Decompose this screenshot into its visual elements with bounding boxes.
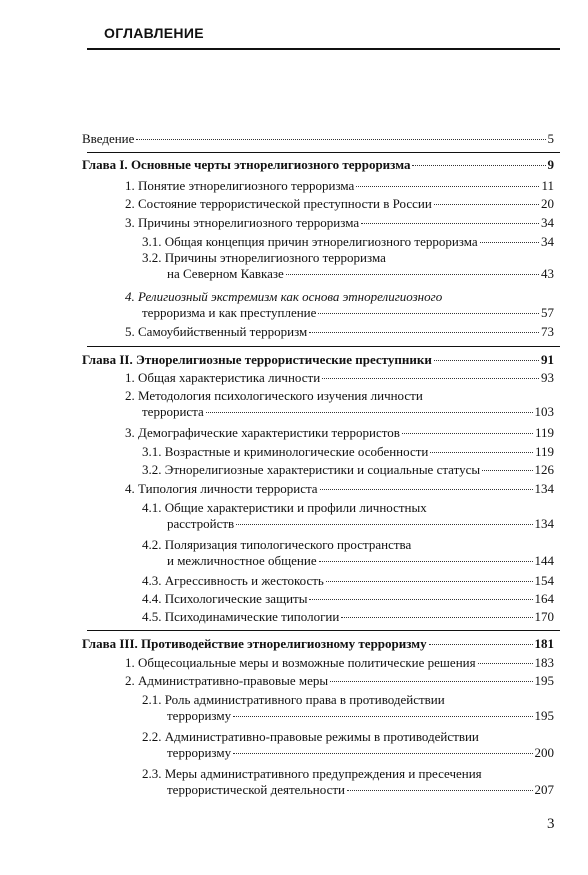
toc-label: Общие характеристики и профили личностных <box>164 500 427 515</box>
toc-entry[interactable] <box>125 388 554 420</box>
toc-label: Возрастные и криминологические особенности <box>164 444 429 459</box>
chapter-number: Глава II. <box>82 352 133 367</box>
leader-dots <box>482 470 532 471</box>
toc-entry[interactable] <box>125 196 554 212</box>
toc-label: Общесоциальные меры и возможные политические решения <box>138 655 476 670</box>
toc-entry[interactable] <box>142 573 554 589</box>
section-number: 2. <box>125 673 135 688</box>
leader-dots <box>347 790 532 791</box>
chapter-divider <box>87 630 560 631</box>
leader-dots <box>356 186 539 187</box>
toc-entry[interactable] <box>142 692 554 724</box>
toc-label: Административно-правовые режимы в противодействии <box>164 729 479 744</box>
toc-label: Типология личности террориста <box>138 481 318 496</box>
toc-label: Поляризация типологического пространства <box>164 537 412 552</box>
toc-entry[interactable] <box>125 215 554 231</box>
toc-page: 57 <box>541 305 554 320</box>
leader-dots <box>434 360 539 361</box>
toc-label: Демографические характеристики террористов <box>138 425 400 440</box>
leader-dots <box>478 663 533 664</box>
toc-label: Этнорелигиозные характеристики и социальные статусы <box>164 462 481 477</box>
leader-dots <box>309 332 539 333</box>
toc-page: 183 <box>534 655 554 670</box>
toc-label: Понятие этнорелигиозного терроризма <box>138 178 355 193</box>
leader-dots <box>341 617 532 618</box>
toc-entry[interactable] <box>125 370 554 386</box>
leader-dots <box>236 524 532 525</box>
toc-page: 164 <box>534 591 554 606</box>
toc-label: Самоубийственный терроризм <box>138 324 308 339</box>
leader-dots <box>412 165 545 166</box>
toc-page: 134 <box>534 516 554 531</box>
toc-page: 195 <box>534 673 554 688</box>
toc-label-cont: расстройств <box>167 516 235 531</box>
toc-entry[interactable] <box>125 324 554 340</box>
page-title: ОГЛАВЛЕНИЕ <box>104 25 204 41</box>
toc-label-cont: терроризма и как преступление <box>142 305 317 320</box>
toc-page: 181 <box>534 636 554 651</box>
toc-entry[interactable] <box>142 500 554 532</box>
toc-page: 200 <box>534 745 554 760</box>
toc-page: 43 <box>541 266 554 281</box>
leader-dots <box>320 489 533 490</box>
toc-label: Причины этнорелигиозного терроризма <box>164 250 386 265</box>
leader-dots <box>326 581 533 582</box>
leader-dots <box>430 452 533 453</box>
leader-dots <box>319 561 533 562</box>
toc-label-cont: терроризму <box>167 708 232 723</box>
section-number: 4.3. <box>142 573 162 588</box>
leader-dots <box>309 599 532 600</box>
chapter-number: Глава I. <box>82 157 128 172</box>
toc-label-cont: и межличностное общение <box>167 553 317 568</box>
toc-page: 93 <box>541 370 554 385</box>
toc-page: 126 <box>534 462 554 477</box>
section-number: 3.2. <box>142 250 162 265</box>
leader-dots <box>480 242 539 243</box>
section-number: 4. <box>125 481 135 496</box>
toc-label: Административно-правовые меры <box>138 673 329 688</box>
toc-entry[interactable] <box>125 178 554 194</box>
toc-label: Психологические защиты <box>164 591 308 606</box>
section-number: 4.5. <box>142 609 162 624</box>
section-number: 4.4. <box>142 591 162 606</box>
leader-dots <box>434 204 539 205</box>
toc-page: 5 <box>547 131 554 146</box>
toc-entry[interactable] <box>125 425 554 441</box>
toc-chapter-3[interactable] <box>82 636 554 652</box>
toc-page: 170 <box>534 609 554 624</box>
toc-chapter-1[interactable] <box>82 157 554 173</box>
toc-page: 103 <box>534 404 554 419</box>
toc-entry[interactable] <box>142 234 554 250</box>
toc-page: 73 <box>541 324 554 339</box>
toc-entry[interactable] <box>142 766 554 798</box>
toc-label-cont: террориста <box>142 404 204 419</box>
toc-page: 9 <box>547 157 554 172</box>
section-number: 2.2. <box>142 729 162 744</box>
toc-label: Меры административного предупреждения и пресечения <box>164 766 482 781</box>
leader-dots <box>233 753 532 754</box>
toc-entry-intro[interactable] <box>82 131 554 147</box>
toc-entry[interactable] <box>125 673 554 689</box>
section-number: 2.1. <box>142 692 162 707</box>
section-number: 3. <box>125 215 135 230</box>
toc-entry[interactable] <box>142 591 554 607</box>
toc-page: 154 <box>534 573 554 588</box>
toc-entry[interactable] <box>142 729 554 761</box>
section-number: 2. <box>125 388 135 403</box>
leader-dots <box>361 223 539 224</box>
toc-page: 144 <box>534 553 554 568</box>
toc-page: 134 <box>534 481 554 496</box>
chapter-number: Глава III. <box>82 636 138 651</box>
section-number: 4.1. <box>142 500 162 515</box>
page-number: 3 <box>547 816 555 832</box>
section-number: 2.3. <box>142 766 162 781</box>
toc-label: Состояние террористической преступности в России <box>138 196 432 211</box>
toc-page: 11 <box>541 178 554 193</box>
toc-page: 34 <box>541 215 554 230</box>
section-number: 2. <box>125 196 135 211</box>
leader-dots <box>206 412 533 413</box>
section-number: 3.1. <box>142 234 162 249</box>
toc-label: Причины этнорелигиозного терроризма <box>138 215 360 230</box>
toc-label: Введение <box>82 131 135 146</box>
section-number: 1. <box>125 655 135 670</box>
toc-entry[interactable] <box>142 250 554 282</box>
leader-dots <box>322 378 539 379</box>
toc-page: 34 <box>541 234 554 249</box>
section-number: 1. <box>125 178 135 193</box>
toc-entry[interactable] <box>142 462 554 478</box>
section-number: 4.2. <box>142 537 162 552</box>
toc-page: 207 <box>534 782 554 797</box>
toc-label: Методология психологического изучения личности <box>138 388 423 403</box>
toc-label: Психодинамические типологии <box>164 609 340 624</box>
section-number: 3.2. <box>142 462 162 477</box>
toc-label: Агрессивность и жестокость <box>164 573 324 588</box>
toc-entry[interactable] <box>142 609 554 625</box>
leader-dots <box>233 716 532 717</box>
leader-dots <box>402 433 533 434</box>
toc-label: Роль административного права в противодействии <box>164 692 445 707</box>
toc-label: Этнорелигиозные террористические преступники <box>136 352 432 367</box>
toc-label: Общая концепция причин этнорелигиозного терроризма <box>164 234 478 249</box>
toc-label: Противодействие этнорелигиозному терроризму <box>141 636 427 651</box>
toc-label: Общая характеристика личности <box>138 370 321 385</box>
section-number: 3.1. <box>142 444 162 459</box>
toc-entry[interactable] <box>125 481 554 497</box>
toc-page: 20 <box>541 196 554 211</box>
toc-page: 119 <box>534 444 554 459</box>
toc-entry[interactable] <box>125 289 554 321</box>
toc-label: Основные черты этнорелигиозного терроризма <box>130 157 411 172</box>
chapter-divider <box>87 152 560 153</box>
leader-dots <box>429 644 533 645</box>
toc-chapter-2[interactable] <box>82 352 554 368</box>
toc-page: 195 <box>534 708 554 723</box>
leader-dots <box>286 274 539 275</box>
toc-entry[interactable] <box>142 537 554 569</box>
section-number: 4. <box>125 289 135 304</box>
section-number: 3. <box>125 425 135 440</box>
toc-label-cont: терроризму <box>167 745 232 760</box>
toc-page: 119 <box>534 425 554 440</box>
toc-entry[interactable] <box>142 444 554 460</box>
leader-dots <box>330 681 532 682</box>
toc-page: 91 <box>541 352 554 367</box>
toc-entry[interactable] <box>125 655 554 671</box>
chapter-divider <box>87 346 560 347</box>
leader-dots <box>318 313 539 314</box>
title-rule <box>87 48 560 50</box>
section-number: 5. <box>125 324 135 339</box>
section-number: 1. <box>125 370 135 385</box>
toc-label: Религиозный экстремизм как основа этнорелигиозного <box>138 289 443 304</box>
toc-label-cont: на Северном Кавказе <box>167 266 284 281</box>
toc-label-cont: террористической деятельности <box>167 782 346 797</box>
leader-dots <box>136 139 545 140</box>
